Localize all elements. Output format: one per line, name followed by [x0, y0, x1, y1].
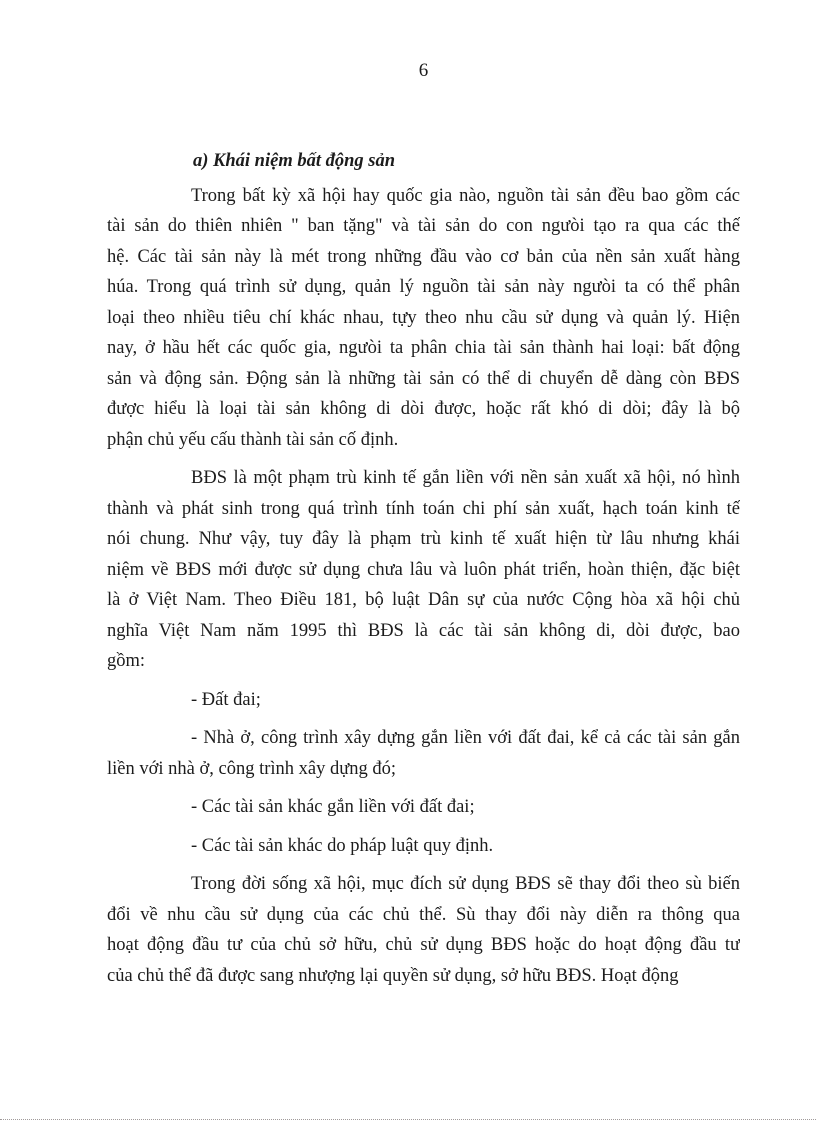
- text-line: phận chủ yếu cấu thành tài sản cố định.: [107, 429, 399, 450]
- text-line: nay, ở hầu hết các quốc gia, ngưòi ta phân chia tài sản thành hai loại: bất động: [107, 338, 740, 358]
- text-line: của chủ thể đã được sang nhượng lại quyền sử dụng, sở hữu BĐS. Hoạt động: [107, 965, 679, 986]
- text-line: là ở Việt Nam. Theo Điều 181, bộ luật Dân sự của nước Cộng hòa xã hội chủ: [107, 590, 740, 610]
- text-line: loại theo nhiều tiêu chí khác nhau, tựy theo nhu cầu sử dụng và quản lý. Hiện: [107, 307, 740, 328]
- list-item: [107, 685, 740, 716]
- text-line: - Nhà ở, công trình xây dựng gắn liền với đất đai, kể cả các tài sản gắn: [191, 728, 740, 748]
- text-line: Trong đời sống xã hội, mục đích sử dụng BĐS sẽ thay đổi theo sù biến: [191, 874, 740, 894]
- text-line: nghĩa Việt Nam năm 1995 thì BĐS là các tài sản không di, dòi được, bao: [107, 620, 740, 641]
- text-line: liền với nhà ở, công trình xây dựng đó;: [107, 758, 397, 779]
- page-bottom-divider: [0, 1119, 816, 1120]
- text-line: nói chung. Như vậy, tuy đây là phạm trù kinh tế xuất hiện từ lâu nhưng khái: [107, 529, 740, 549]
- text-line: - Các tài sản khác gắn liền với đất đai;: [191, 797, 475, 817]
- paragraph: [107, 869, 740, 991]
- text-line: sản và động sản. Động sản là những tài sản có thể di chuyển dễ dàng còn BĐS: [107, 368, 740, 389]
- text-line: BĐS là một phạm trù kinh tế gắn liền với nền sản xuất xã hội, nó hình: [191, 468, 740, 488]
- text-line: hệ. Các tài sản này là mét trong những đầu vào cơ bản của nền sản xuất hàng: [107, 246, 740, 267]
- list-item: [107, 831, 740, 862]
- list-item: [107, 723, 740, 784]
- section-heading: a) Khái niệm bất động sản: [193, 151, 396, 171]
- text-line: thành và phát sinh trong quá trình tính toán chi phí sản xuất, hạch toán kinh tế: [107, 498, 740, 519]
- paragraph: [107, 463, 740, 677]
- text-line: Trong bất kỳ xã hội hay quốc gia nào, nguồn tài sản đều bao gồm các: [191, 185, 740, 206]
- text-line: tài sản do thiên nhiên " ban tặng" và tài sản do con ngưòi tạo ra qua các thế: [107, 216, 740, 236]
- list-item: [107, 792, 740, 823]
- page-number: 6: [418, 60, 429, 81]
- paragraph: [107, 181, 740, 456]
- text-line: húa. Trong quá trình sử dụng, quản lý nguồn tài sản này ngưòi ta có thể phân: [107, 277, 740, 297]
- text-line: - Các tài sản khác do pháp luật quy định.: [191, 835, 494, 856]
- text-line: - Đất đai;: [191, 689, 261, 710]
- text-line: hoạt động đầu tư của chủ sở hữu, chủ sử dụng BĐS hoặc do hoạt động đầu tư: [107, 935, 740, 955]
- text-line: gồm:: [107, 651, 146, 671]
- text-line: được hiểu là loại tài sản không di dòi được, hoặc rất khó di dòi; đây là bộ: [107, 399, 740, 419]
- text-line: niệm về BĐS mới được sử dụng chưa lâu và luôn phát triển, hoàn thiện, đặc biệt: [107, 559, 740, 580]
- text-line: đổi về nhu cầu sử dụng của các chủ thể. Sù thay đổi này diễn ra thông qua: [107, 904, 740, 925]
- page-body: [107, 146, 740, 999]
